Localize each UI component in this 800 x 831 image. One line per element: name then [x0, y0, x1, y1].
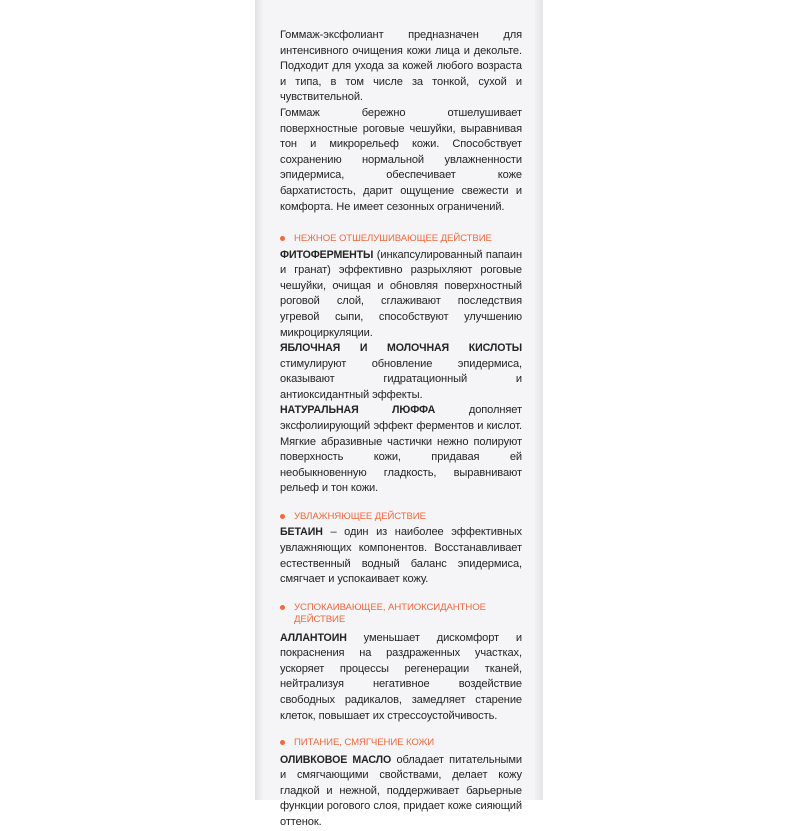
- ingredient-paragraph: [280, 753, 522, 831]
- intro-paragraph-2: Гоммаж бережно отшелушивает поверхностные роговые чешуйки, выравнивая тон и микрорельеф кожи. Способствует сохранению нормальной увлажненности эпидермиса, обеспечивает коже бархатистость, дарит ощущение свежести и комфорта. Не имеет сезонных ограничений.: [280, 106, 522, 213]
- ingredient-paragraph: [280, 631, 522, 725]
- section-title-text: НЕЖНОЕ ОТШЕЛУШИВАЮЩЕЕ ДЕЙСТВИЕ: [294, 233, 492, 245]
- ingredient-paragraph: [280, 525, 522, 587]
- section-title-text: ПИТАНИЕ, СМЯГЧЕНИЕ КОЖИ: [294, 737, 435, 749]
- intro-block: [280, 28, 522, 215]
- product-description: [280, 28, 522, 831]
- section-title-text: УСПОКАИВАЮЩЕЕ, АНТИОКСИДАНТНОЕ ДЕЙСТВИЕ: [294, 601, 486, 626]
- ingredient-name: ФИТОФЕРМЕНТЫ: [280, 248, 374, 261]
- ingredient-name: ЯБЛОЧНАЯ И МОЛОЧНАЯ КИСЛОТЫ: [280, 342, 522, 355]
- intro-paragraph-1: Гоммаж-эксфолиант предназначен для интенсивного очищения кожи лица и декольте. Подходит для ухода за кожей любого возраста и типа, в том числе за тонкой, сухой и чувствительной.: [280, 29, 522, 104]
- ingredient-description: (инкапсулированный папаин и гранат) эффективно разрыхляют роговые чешуйки, очищая и обновляя поверхностный роговой слой, сглаживают последствия угревой сыпи, способствуют улучшению микроциркуляции.: [280, 248, 522, 339]
- ingredient-description: уменьшает дискомфорт и покраснения на раздраженных участках, ускоряет процессы регенерации тканей, нейтрализуя негативное воздействие свободных радикалов, замедляет старение клеток, повышает их стрессоустойчивость.: [280, 631, 522, 722]
- ingredient-name: БЕТАИН: [280, 526, 323, 539]
- bullet-icon: [280, 514, 285, 519]
- section-title-nourishing: [280, 737, 522, 749]
- ingredient-name: НАТУРАЛЬНАЯ ЛЮФФА: [280, 404, 436, 417]
- bullet-icon: [280, 236, 285, 241]
- ingredient-description: дополняет эксфолиирующий эффект ферментов и кислот. Мягкие абразивные частички нежно полируют поверхность кожи, придавая ей необыкновенную гладкость, выравнивают рельеф и тон кожи.: [280, 404, 522, 495]
- ingredient-description: обладает питательными и смягчающими свойствами, делает кожу гладкой и нежной, поддерживает барьерные функции рогового слоя, придает коже сияющий оттенок.: [280, 753, 522, 828]
- ingredient-name: ОЛИВКОВОЕ МАСЛО: [280, 753, 392, 766]
- ingredient-name: АЛЛАНТОИН: [280, 631, 347, 644]
- section-title-moisturizing: [280, 511, 522, 523]
- section-title-text: УВЛАЖНЯЮЩЕЕ ДЕЙСТВИЕ: [294, 511, 426, 523]
- ingredient-paragraph: [280, 248, 522, 342]
- bullet-icon: [280, 605, 285, 610]
- box-right-edge: [535, 0, 543, 800]
- bullet-icon: [280, 740, 285, 745]
- ingredient-description: – один из наиболее эффективных увлажняющих компонентов. Восстанавливает естественный водный баланс эпидермиса, смягчает и успокаивает кожу.: [280, 526, 522, 586]
- ingredient-paragraph: [280, 341, 522, 403]
- ingredient-description: стимулируют обновление эпидермиса, оказывают гидратационный и антиоксидантный эффекты.: [280, 357, 522, 401]
- section-title-soothing: [280, 602, 522, 627]
- ingredient-paragraph: [280, 403, 522, 497]
- section-title-exfoliating: [280, 233, 522, 245]
